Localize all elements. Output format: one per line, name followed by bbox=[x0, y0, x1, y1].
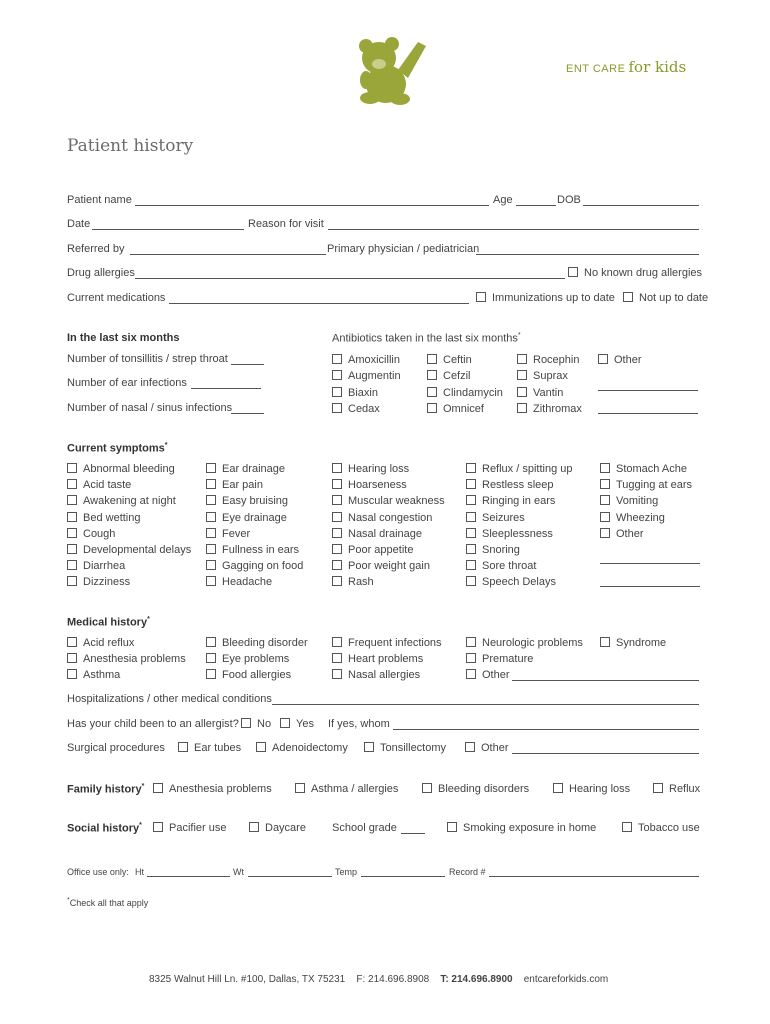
symptom-checkbox[interactable] bbox=[332, 544, 413, 556]
symptom-label: Muscular weakness bbox=[348, 495, 445, 508]
symptom-label: Dizziness bbox=[83, 576, 131, 589]
brand-logo-text bbox=[566, 58, 686, 76]
symptom-checkbox[interactable] bbox=[600, 528, 644, 540]
footer-fax: F: 214.696.8908 bbox=[356, 974, 430, 985]
antibiotic-label: Amoxicillin bbox=[348, 354, 400, 366]
footer-phone: T: 214.696.8900 bbox=[440, 974, 513, 985]
antibiotic-checkbox[interactable] bbox=[517, 370, 568, 382]
medical-condition-checkbox[interactable] bbox=[67, 669, 120, 681]
daycare-checkbox[interactable] bbox=[249, 822, 306, 834]
symptom-checkbox[interactable] bbox=[332, 495, 445, 507]
if-yes-label: If yes, whom bbox=[328, 718, 390, 730]
medical-heading: Medical history* bbox=[67, 616, 150, 629]
symptom-other-line-2[interactable] bbox=[600, 586, 700, 587]
symptom-checkbox[interactable] bbox=[600, 512, 665, 524]
medical-condition-label: Bleeding disorder bbox=[222, 637, 308, 649]
record-field[interactable] bbox=[489, 876, 699, 877]
symptom-checkbox[interactable] bbox=[206, 512, 287, 524]
medical-condition-checkbox[interactable] bbox=[67, 637, 134, 649]
medical-condition-label: Acid reflux bbox=[83, 637, 135, 649]
symptom-label: Speech Delays bbox=[482, 576, 556, 589]
symptom-label: Diarrhea bbox=[83, 560, 126, 573]
surgical-procedure-label: Ear tubes bbox=[194, 742, 242, 754]
asterisk: * bbox=[67, 897, 70, 904]
reason-label: Reason for visit bbox=[248, 218, 324, 230]
allergist-no-checkbox[interactable] bbox=[241, 718, 271, 730]
family-history-checkbox[interactable] bbox=[653, 783, 700, 795]
medical-condition-label: Nasal allergies bbox=[348, 669, 421, 682]
drug-allergies-field[interactable] bbox=[135, 278, 565, 279]
antibiotic-checkbox[interactable] bbox=[517, 387, 563, 399]
pacifier-checkbox[interactable] bbox=[153, 822, 226, 834]
referred-by-field[interactable] bbox=[130, 254, 326, 255]
medical-condition-label: Anesthesia problems bbox=[83, 653, 186, 666]
medical-condition-label: Syndrome bbox=[616, 637, 667, 649]
medical-condition-label: Premature bbox=[482, 653, 534, 666]
wt-label: Wt bbox=[233, 867, 244, 877]
drug-allergies-label: Drug allergies bbox=[67, 267, 135, 279]
daycare-label: Daycare bbox=[265, 822, 306, 834]
antibiotic-checkbox[interactable] bbox=[427, 403, 484, 415]
dob-field[interactable] bbox=[583, 205, 699, 206]
medical-condition-checkbox[interactable] bbox=[206, 653, 289, 665]
current-medications-field[interactable] bbox=[169, 303, 469, 304]
symptom-checkbox[interactable] bbox=[206, 463, 285, 475]
symptom-label: Cough bbox=[83, 527, 116, 540]
antibiotic-label: Zithromax bbox=[533, 402, 582, 415]
family-history-checkbox[interactable] bbox=[553, 783, 630, 795]
symptom-label: Vomiting bbox=[616, 495, 659, 508]
no-known-allergies-checkbox[interactable] bbox=[568, 267, 702, 279]
symptom-label: Stomach Ache bbox=[616, 463, 687, 475]
symptom-label: Nasal drainage bbox=[348, 527, 422, 540]
school-grade-label: School grade bbox=[332, 822, 397, 834]
symptom-checkbox[interactable] bbox=[67, 495, 176, 507]
temp-label: Temp bbox=[335, 867, 358, 877]
antibiotic-label: Rocephin bbox=[533, 354, 580, 366]
symptom-label: Bed wetting bbox=[83, 511, 141, 524]
symptom-checkbox[interactable] bbox=[332, 479, 407, 491]
antibiotic-label: Augmentin bbox=[348, 370, 401, 383]
medical-condition-label: Asthma bbox=[83, 669, 121, 682]
symptom-label: Sleeplessness bbox=[482, 527, 553, 540]
family-history-checkbox[interactable] bbox=[422, 783, 529, 795]
surgical-procedure-label: Adenoidectomy bbox=[272, 742, 348, 754]
allergist-no-label: No bbox=[257, 718, 272, 730]
antibiotic-checkbox[interactable] bbox=[427, 370, 471, 382]
asterisk: * bbox=[147, 616, 150, 623]
symptom-checkbox[interactable] bbox=[67, 463, 175, 475]
symptom-checkbox[interactable] bbox=[600, 479, 692, 491]
antibiotic-checkbox[interactable] bbox=[332, 403, 380, 415]
symptom-checkbox[interactable] bbox=[67, 479, 131, 491]
page-title: Patient history bbox=[67, 136, 194, 156]
symptom-checkbox[interactable] bbox=[206, 495, 288, 507]
antibiotic-other-line-1[interactable] bbox=[598, 390, 698, 391]
symptom-label: Ear pain bbox=[222, 479, 263, 492]
hospitalizations-field[interactable] bbox=[272, 704, 699, 705]
family-heading: Family history* bbox=[67, 783, 145, 796]
antibiotics-heading: Antibiotics taken in the last six months* bbox=[332, 332, 521, 345]
asterisk: * bbox=[517, 332, 521, 339]
symptom-checkbox[interactable] bbox=[67, 512, 140, 524]
not-up-checkbox[interactable] bbox=[623, 292, 708, 304]
symptom-label: Poor appetite bbox=[348, 544, 414, 556]
nasal-infections-field[interactable] bbox=[231, 413, 264, 414]
antibiotic-checkbox[interactable] bbox=[517, 354, 579, 366]
symptom-checkbox[interactable] bbox=[466, 463, 573, 475]
referred-by-label: Referred by bbox=[67, 243, 125, 255]
surgical-procedure-label: Other bbox=[481, 742, 509, 754]
symptom-label: Ringing in ears bbox=[482, 495, 556, 508]
medical-condition-checkbox[interactable] bbox=[206, 637, 308, 649]
symptom-other-line-1[interactable] bbox=[600, 563, 700, 564]
primary-physician-label: Primary physician / pediatrician bbox=[327, 243, 480, 255]
medical-other-field[interactable] bbox=[512, 680, 699, 681]
surgical-procedure-checkbox[interactable] bbox=[364, 742, 446, 754]
symptom-label: Eye drainage bbox=[222, 511, 287, 524]
age-label: Age bbox=[493, 194, 513, 206]
family-history-label: Reflux bbox=[669, 783, 701, 795]
symptom-label: Hoarseness bbox=[348, 479, 407, 492]
antibiotic-checkbox[interactable] bbox=[427, 354, 472, 366]
nasal-infections-label: Number of nasal / sinus infections bbox=[67, 402, 233, 414]
symptom-label: Awakening at night bbox=[83, 495, 176, 508]
antibiotic-other-line-2[interactable] bbox=[598, 413, 698, 414]
ht-label: Ht bbox=[135, 867, 144, 877]
tobacco-label: Tobacco use bbox=[638, 822, 700, 834]
ht-field[interactable] bbox=[147, 876, 230, 877]
asterisk: * bbox=[164, 442, 168, 449]
symptom-label: Sore throat bbox=[482, 560, 537, 573]
current-medications-label: Current medications bbox=[67, 292, 166, 304]
temp-field[interactable] bbox=[361, 876, 445, 877]
symptom-checkbox[interactable] bbox=[466, 479, 554, 491]
symptom-label: Gagging on food bbox=[222, 560, 304, 573]
symptom-label: Restless sleep bbox=[482, 479, 554, 492]
symptom-label: Other bbox=[616, 527, 644, 540]
antibiotic-label: Cefzil bbox=[443, 370, 471, 383]
surgical-label: Surgical procedures bbox=[67, 742, 165, 754]
symptom-label: Abnormal bleeding bbox=[83, 463, 175, 475]
medical-condition-checkbox[interactable] bbox=[466, 669, 510, 681]
symptom-checkbox[interactable] bbox=[466, 576, 556, 588]
footer-address: 8325 Walnut Hill Ln. #100, Dallas, TX 75231 bbox=[149, 974, 346, 985]
six-months-heading: In the last six months bbox=[67, 332, 180, 344]
symptom-checkbox[interactable] bbox=[600, 463, 687, 475]
symptom-label: Poor weight gain bbox=[348, 560, 430, 573]
antibiotic-label: Suprax bbox=[533, 370, 568, 383]
date-field[interactable] bbox=[92, 229, 244, 230]
medical-condition-label: Neurologic problems bbox=[482, 637, 583, 649]
symptom-checkbox[interactable] bbox=[332, 528, 422, 540]
patient-name-label: Patient name bbox=[67, 194, 132, 206]
primary-physician-field[interactable] bbox=[476, 254, 699, 255]
pacifier-label: Pacifier use bbox=[169, 822, 227, 834]
medical-condition-checkbox[interactable] bbox=[332, 669, 420, 681]
symptom-label: Wheezing bbox=[616, 511, 665, 524]
no-known-allergies-label: No known drug allergies bbox=[584, 267, 703, 279]
symptom-label: Headache bbox=[222, 576, 273, 589]
symptom-label: Nasal congestion bbox=[348, 511, 433, 524]
medical-condition-label: Food allergies bbox=[222, 669, 292, 682]
ear-infections-field[interactable] bbox=[191, 388, 261, 389]
symptom-checkbox[interactable] bbox=[206, 528, 250, 540]
symptom-checkbox[interactable] bbox=[332, 512, 432, 524]
symptom-label: Acid taste bbox=[83, 479, 132, 492]
hospitalizations-label: Hospitalizations / other medical conditions bbox=[67, 693, 272, 705]
symptom-label: Developmental delays bbox=[83, 544, 192, 556]
symptom-checkbox[interactable] bbox=[466, 512, 525, 524]
symptom-checkbox[interactable] bbox=[332, 576, 374, 588]
brand-name-2: for kids bbox=[628, 58, 687, 76]
antibiotic-label: Biaxin bbox=[348, 386, 378, 399]
symptom-checkbox[interactable] bbox=[67, 576, 130, 588]
immunizations-up-checkbox[interactable] bbox=[476, 292, 615, 304]
allergist-yes-label: Yes bbox=[296, 718, 314, 730]
family-history-label: Bleeding disorders bbox=[438, 783, 530, 795]
asterisk: * bbox=[141, 783, 145, 790]
footnote: *Check all that apply bbox=[67, 897, 149, 908]
antibiotic-other-checkbox[interactable] bbox=[598, 354, 642, 366]
reason-field[interactable] bbox=[328, 229, 699, 230]
antibiotic-label: Ceftin bbox=[443, 354, 472, 366]
symptom-checkbox[interactable] bbox=[466, 560, 536, 572]
medical-condition-checkbox[interactable] bbox=[332, 637, 442, 649]
surgical-other-field[interactable] bbox=[512, 753, 699, 754]
medical-condition-checkbox[interactable] bbox=[600, 637, 666, 649]
symptom-label: Snoring bbox=[482, 544, 520, 556]
symptom-label: Seizures bbox=[482, 511, 525, 524]
symptom-label: Fever bbox=[222, 527, 251, 540]
ear-infections-label: Number of ear infections bbox=[67, 377, 187, 389]
footer-web[interactable]: entcareforkids.com bbox=[523, 974, 609, 985]
symptom-label: Easy bruising bbox=[222, 495, 289, 508]
antibiotic-label: Clindamycin bbox=[443, 386, 503, 399]
medical-condition-label: Other bbox=[482, 669, 510, 682]
family-history-label: Asthma / allergies bbox=[311, 783, 399, 795]
medical-condition-checkbox[interactable] bbox=[67, 653, 186, 665]
family-history-checkbox[interactable] bbox=[295, 783, 398, 795]
office-use-label: Office use only: bbox=[67, 867, 129, 877]
symptom-checkbox[interactable] bbox=[206, 560, 303, 572]
symptom-checkbox[interactable] bbox=[206, 544, 299, 556]
symptom-checkbox[interactable] bbox=[67, 544, 191, 556]
antibiotic-label: Omnicef bbox=[443, 402, 484, 415]
medical-condition-checkbox[interactable] bbox=[332, 653, 423, 665]
symptom-label: Tugging at ears bbox=[616, 479, 693, 492]
symptom-checkbox[interactable] bbox=[67, 528, 115, 540]
antibiotic-checkbox[interactable] bbox=[332, 370, 401, 382]
immunizations-up-label: Immunizations up to date bbox=[492, 292, 615, 304]
smoking-label: Smoking exposure in home bbox=[463, 822, 597, 834]
wt-field[interactable] bbox=[248, 876, 332, 877]
symptom-label: Fullness in ears bbox=[222, 544, 300, 556]
asterisk: * bbox=[139, 822, 142, 829]
antibiotic-checkbox[interactable] bbox=[427, 387, 503, 399]
symptom-label: Hearing loss bbox=[348, 463, 410, 475]
medical-condition-label: Frequent infections bbox=[348, 637, 442, 649]
family-history-checkbox[interactable] bbox=[153, 783, 272, 795]
tonsillitis-label: Number of tonsillitis / strep throat bbox=[67, 353, 228, 365]
antibiotic-other-label: Other bbox=[614, 354, 642, 366]
date-label: Date bbox=[67, 218, 91, 230]
medical-condition-checkbox[interactable] bbox=[466, 637, 583, 649]
antibiotic-checkbox[interactable] bbox=[332, 354, 400, 366]
footer bbox=[149, 974, 608, 985]
symptom-label: Ear drainage bbox=[222, 463, 285, 475]
patient-name-field[interactable] bbox=[135, 205, 489, 206]
dob-label: DOB bbox=[557, 194, 581, 206]
if-yes-field[interactable] bbox=[393, 729, 699, 730]
school-grade-field[interactable] bbox=[401, 833, 425, 834]
family-history-label: Hearing loss bbox=[569, 783, 631, 795]
antibiotic-checkbox[interactable] bbox=[332, 387, 378, 399]
surgical-procedure-checkbox[interactable] bbox=[465, 742, 509, 754]
symptom-checkbox[interactable] bbox=[600, 495, 658, 507]
symptom-checkbox[interactable] bbox=[206, 576, 272, 588]
symptom-label: Reflux / spitting up bbox=[482, 463, 573, 475]
symptom-checkbox[interactable] bbox=[67, 560, 125, 572]
not-up-label: Not up to date bbox=[639, 292, 709, 304]
surgical-procedure-checkbox[interactable] bbox=[178, 742, 241, 754]
medical-condition-label: Heart problems bbox=[348, 653, 424, 666]
allergist-question: Has your child been to an allergist? bbox=[67, 718, 239, 730]
surgical-procedure-label: Tonsillectomy bbox=[380, 742, 447, 754]
age-field[interactable] bbox=[516, 205, 556, 206]
medical-condition-checkbox[interactable] bbox=[206, 669, 291, 681]
family-history-label: Anesthesia problems bbox=[169, 783, 272, 795]
antibiotic-label: Cedax bbox=[348, 402, 380, 415]
medical-condition-label: Eye problems bbox=[222, 653, 290, 666]
social-heading: Social history* bbox=[67, 822, 142, 835]
symptom-checkbox[interactable] bbox=[332, 560, 430, 572]
symptom-checkbox[interactable] bbox=[466, 495, 555, 507]
symptom-checkbox[interactable] bbox=[332, 463, 409, 475]
allergist-yes-checkbox[interactable] bbox=[280, 718, 314, 730]
tobacco-checkbox[interactable] bbox=[622, 822, 700, 834]
medical-condition-checkbox[interactable] bbox=[466, 653, 533, 665]
antibiotic-checkbox[interactable] bbox=[517, 403, 582, 415]
antibiotic-label: Vantin bbox=[533, 386, 564, 399]
symptom-checkbox[interactable] bbox=[206, 479, 263, 491]
symptom-checkbox[interactable] bbox=[466, 544, 520, 556]
teddy-bear-logo bbox=[352, 34, 432, 106]
record-label: Record # bbox=[449, 867, 486, 877]
symptoms-heading: Current symptoms* bbox=[67, 442, 168, 455]
symptom-checkbox[interactable] bbox=[466, 528, 553, 540]
brand-name-1: ENT CARE bbox=[566, 63, 626, 75]
surgical-procedure-checkbox[interactable] bbox=[256, 742, 348, 754]
smoking-checkbox[interactable] bbox=[447, 822, 596, 834]
symptom-label: Rash bbox=[348, 576, 374, 589]
tonsillitis-field[interactable] bbox=[231, 364, 264, 365]
